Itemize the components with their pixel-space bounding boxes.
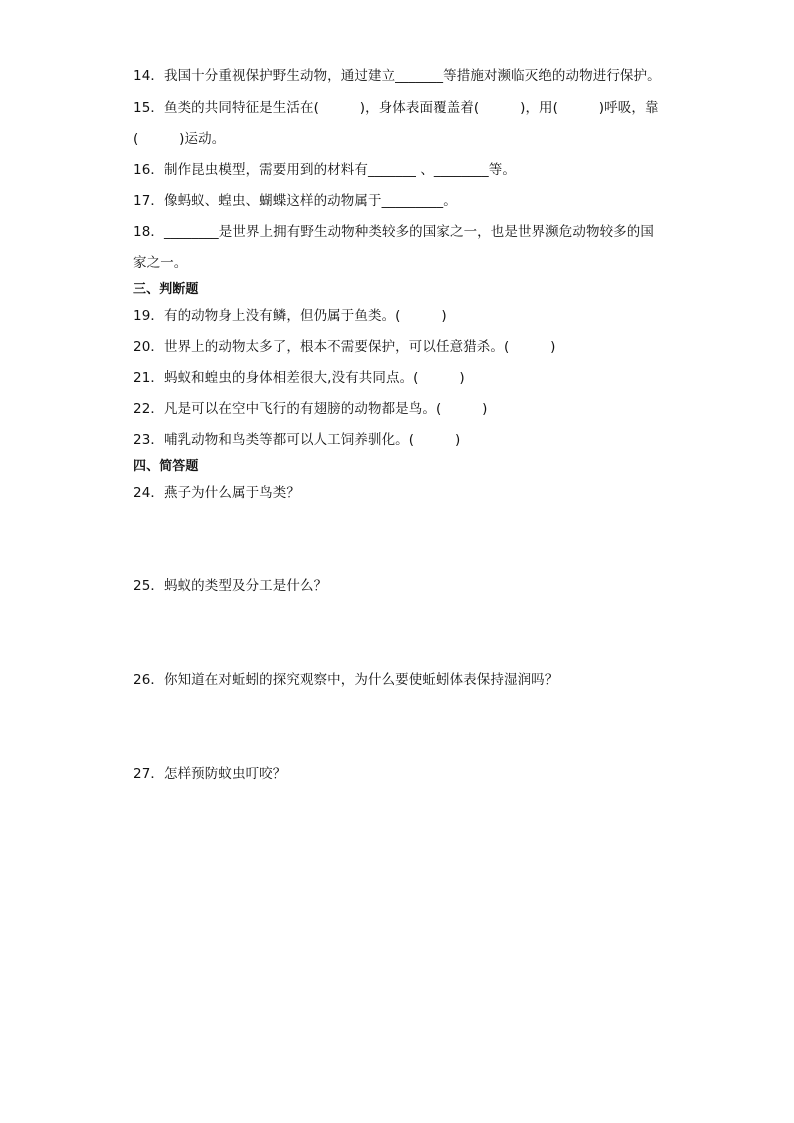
question-14: 14．我国十分重视保护野生动物，通过建立_______等措施对濒临灭绝的动物进行保护。 [133,68,661,84]
question-25: 25．蚂蚁的类型及分工是什么？ [133,578,328,594]
question-23: 23．哺乳动物和鸟类等都可以人工饲养驯化。( ) [133,432,461,448]
question-15-line-1: 15．鱼类的共同特征是生活在( )，身体表面覆盖着( )，用( )呼吸，靠 [133,100,659,116]
question-27: 27．怎样预防蚊虫叮咬？ [133,766,287,782]
question-21: 21．蚂蚁和蝗虫的身体相差很大,没有共同点。( ) [133,370,465,386]
question-18-line-2: 家之一。 [133,255,188,271]
section-heading-short-answer: 四、简答题 [133,459,199,474]
question-26: 26．你知道在对蚯蚓的探究观察中，为什么要使蚯蚓体表保持湿润吗？ [133,672,559,688]
question-15-line-2: ( )运动。 [133,131,226,147]
question-20: 20．世界上的动物太多了，根本不需要保护，可以任意猎杀。( ) [133,339,556,355]
question-17: 17．像蚂蚁、蝗虫、蝴蝶这样的动物属于_________。 [133,193,457,209]
question-19: 19．有的动物身上没有鳞，但仍属于鱼类。( ) [133,308,447,324]
question-24: 24．燕子为什么属于鸟类？ [133,485,300,501]
question-18-line-1: 18．________是世界上拥有野生动物种类较多的国家之一，也是世界濒危动物较多的国 [133,224,654,240]
question-16: 16．制作昆虫模型，需要用到的材料有_______ 、________等。 [133,162,516,178]
section-heading-judgment: 三、判断题 [133,282,199,297]
question-22: 22．凡是可以在空中飞行的有翅膀的动物都是鸟。( ) [133,401,488,417]
